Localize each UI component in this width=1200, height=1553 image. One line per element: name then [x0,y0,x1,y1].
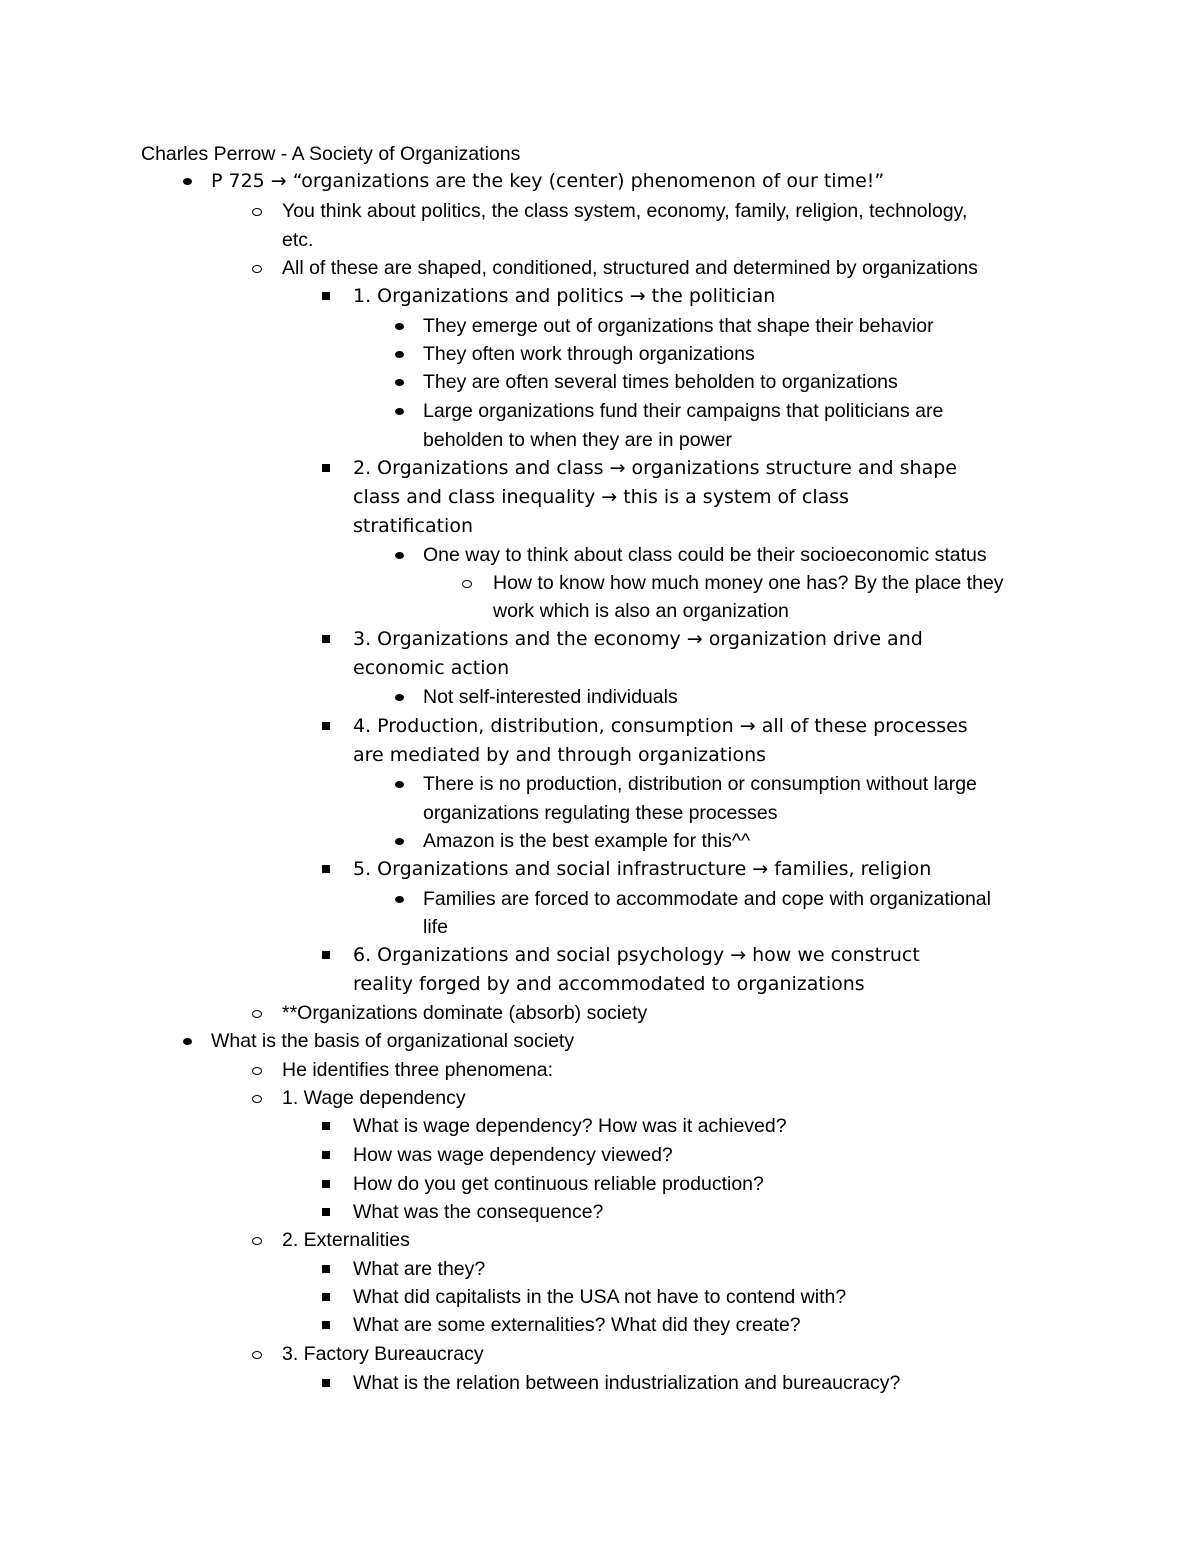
outline-line: What is the basis of organizational society [211,1030,575,1052]
square-bullet-icon [322,464,330,472]
outline-line: 3. Factory Bureaucracy [282,1343,484,1365]
outline-line: class and class inequality → this is a system of class [353,486,850,508]
outline-line: etc. [282,229,314,251]
disc-bullet-icon [395,351,404,358]
circle-bullet-icon [252,1351,262,1359]
outline-line: P 725 → “organizations are the key (center) phenomenon of our time!” [211,170,885,192]
outline-line: They are often several times beholden to organizations [423,371,898,393]
outline-line: are mediated by and through organizations [353,744,767,766]
disc-bullet-icon [183,178,192,185]
outline-line: life [423,916,448,938]
outline-line: They often work through organizations [423,343,755,365]
disc-bullet-icon [395,694,404,701]
disc-bullet-icon [395,379,404,386]
square-bullet-icon [322,1379,330,1387]
outline-line: How was wage dependency viewed? [353,1144,673,1166]
outline-line: One way to think about class could be their socioeconomic status [423,544,987,566]
square-bullet-icon [322,1208,330,1216]
circle-bullet-icon [252,1237,262,1245]
outline-line: 5. Organizations and social infrastructure → families, religion [353,858,932,880]
outline-line: 1. Organizations and politics → the politician [353,285,776,307]
outline-line: Large organizations fund their campaigns that politicians are [423,400,944,422]
outline-line: 3. Organizations and the economy → organization drive and [353,628,923,650]
outline-line: work which is also an organization [493,600,789,622]
circle-bullet-icon [252,265,262,273]
outline-line: 1. Wage dependency [282,1087,466,1109]
outline-line: He identifies three phenomena: [282,1059,554,1081]
circle-bullet-icon [252,1095,262,1103]
outline-line: 4. Production, distribution, consumption → all of these processes [353,715,968,737]
outline-line: Not self-interested individuals [423,686,678,708]
outline-line: 2. Externalities [282,1229,410,1251]
outline-line: What are they? [353,1258,486,1280]
outline-line: 6. Organizations and social psychology → how we construct [353,944,920,966]
outline-line: Families are forced to accommodate and cope with organizational [423,888,991,910]
circle-bullet-icon [252,1067,262,1075]
square-bullet-icon [322,1122,330,1130]
document-title: Charles Perrow - A Society of Organizations [141,143,521,165]
outline-line: What is wage dependency? How was it achieved? [353,1115,787,1137]
outline-line: There is no production, distribution or consumption without large [423,773,977,795]
outline-line: What was the consequence? [353,1201,604,1223]
outline-line: beholden to when they are in power [423,429,732,451]
square-bullet-icon [322,1293,330,1301]
outline-line: How to know how much money one has? By the place they [493,572,1004,594]
disc-bullet-icon [183,1038,192,1045]
outline-line: reality forged by and accommodated to organizations [353,973,865,995]
disc-bullet-icon [395,838,404,845]
outline-line: How do you get continuous reliable production? [353,1173,764,1195]
square-bullet-icon [322,1180,330,1188]
circle-bullet-icon [252,1010,262,1018]
outline-line: What is the relation between industrialization and bureaucracy? [353,1372,901,1394]
outline-line: stratification [353,515,473,537]
square-bullet-icon [322,1151,330,1159]
disc-bullet-icon [395,781,404,788]
circle-bullet-icon [252,208,262,216]
outline-line: **Organizations dominate (absorb) society [282,1002,648,1024]
outline-line: organizations regulating these processes [423,802,778,824]
square-bullet-icon [322,635,330,643]
square-bullet-icon [322,865,330,873]
square-bullet-icon [322,951,330,959]
outline-line: You think about politics, the class system, economy, family, religion, technology, [282,200,968,222]
disc-bullet-icon [395,408,404,415]
outline-line: economic action [353,657,510,679]
outline-line: All of these are shaped, conditioned, structured and determined by organizations [282,257,978,279]
square-bullet-icon [322,722,330,730]
disc-bullet-icon [395,552,404,559]
outline-line: They emerge out of organizations that shape their behavior [423,315,934,337]
disc-bullet-icon [395,323,404,330]
square-bullet-icon [322,292,330,300]
outline-line: What did capitalists in the USA not have to contend with? [353,1286,847,1308]
outline-line: Amazon is the best example for this^^ [423,830,751,852]
outline-line: 2. Organizations and class → organizations structure and shape [353,457,957,479]
circle-bullet-icon [462,580,472,588]
outline-line: What are some externalities? What did they create? [353,1314,801,1336]
disc-bullet-icon [395,896,404,903]
square-bullet-icon [322,1265,330,1273]
square-bullet-icon [322,1321,330,1329]
